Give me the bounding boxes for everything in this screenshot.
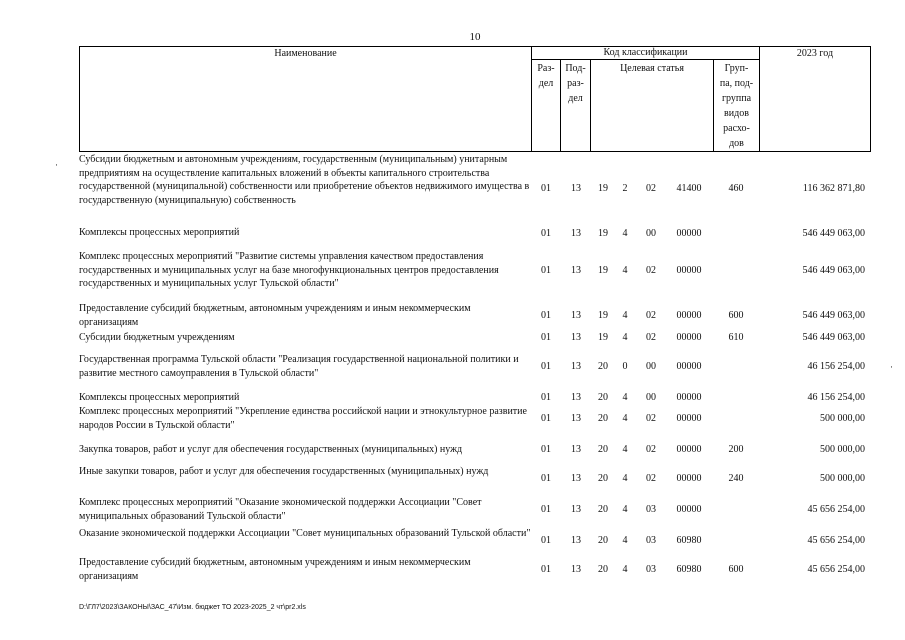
razdel-cell: 01	[541, 564, 551, 575]
target-complex-cell: 00	[646, 392, 656, 403]
header-target: Целевая статья	[620, 63, 684, 74]
razdel-cell: 01	[541, 444, 551, 455]
header-group-line: расхо-	[723, 123, 750, 134]
target-direction-cell: 00000	[676, 310, 702, 321]
expense-group-cell: 600	[728, 310, 744, 321]
razdel-cell: 01	[541, 413, 551, 424]
podrazdel-cell: 13	[571, 504, 581, 515]
row-name: Субсидии бюджетным учреждениям	[79, 332, 235, 343]
file-path-footer: D:\ГЛ7\2023\ЗАКОНЫ\ЗАС_47\Изм. бюджет ТО 2023-2025_2 чт\pr2.xls	[79, 604, 306, 611]
target-complex-cell: 00	[646, 228, 656, 239]
header-year-cell	[759, 46, 871, 152]
amount-cell: 546 449 063,00	[802, 310, 865, 321]
target-program-cell: 19	[598, 310, 608, 321]
razdel-cell: 01	[541, 265, 551, 276]
target-complex-cell: 02	[646, 332, 656, 343]
row-name: Предоставление субсидий бюджетным, автономным учреждениям и иным некоммерческим организациям	[79, 557, 471, 582]
target-program-cell: 19	[598, 228, 608, 239]
row-name: Предоставление субсидий бюджетным, автономным учреждениям и иным некоммерческим организациям	[79, 303, 471, 328]
target-type-cell: 2	[622, 183, 628, 194]
target-type-cell: 4	[622, 310, 628, 321]
amount-cell: 546 449 063,00	[802, 265, 865, 276]
target-type-cell: 4	[622, 473, 628, 484]
amount-cell: 116 362 871,80	[802, 183, 865, 194]
target-complex-cell: 03	[646, 535, 656, 546]
amount-cell: 45 656 254,00	[807, 564, 865, 575]
target-direction-cell: 00000	[676, 504, 702, 515]
row-name: Субсидии бюджетным и автономным учреждениям, государственным (муниципальным) унитарным предприятиям на осуществление капитальных вложений в объекты капитального строительства государственной (муниципальной) собственности или приобретение объектов недвижимого имущества в государственную (муниципальную) собственность	[79, 154, 530, 206]
row-name: Комплекс процессных мероприятий "Укрепление единства российской нации и этнокультурное развитие народов России в Тульской области"	[79, 406, 527, 431]
razdel-cell: 01	[541, 183, 551, 194]
target-program-cell: 20	[598, 504, 608, 515]
row-name: Оказание экономической поддержки Ассоциации "Совет муниципальных образований Тульской области"	[79, 528, 531, 539]
target-direction-cell: 00000	[676, 392, 702, 403]
target-complex-cell: 03	[646, 564, 656, 575]
header-podrazdel-line: Под-	[565, 63, 586, 74]
razdel-cell: 01	[541, 392, 551, 403]
row-name: Государственная программа Тульской области "Реализация государственной национальной политики и развитие местного самоуправления в Тульской области"	[79, 354, 519, 379]
podrazdel-cell: 13	[571, 183, 581, 194]
expense-group-cell: 610	[728, 332, 744, 343]
target-direction-cell: 00000	[676, 332, 702, 343]
target-program-cell: 20	[598, 535, 608, 546]
target-type-cell: 0	[622, 361, 628, 372]
target-program-cell: 20	[598, 473, 608, 484]
podrazdel-cell: 13	[571, 444, 581, 455]
header-group-line: па, под-	[719, 78, 754, 89]
razdel-cell: 01	[541, 504, 551, 515]
target-program-cell: 19	[598, 183, 608, 194]
amount-cell: 500 000,00	[820, 413, 865, 424]
amount-cell: 546 449 063,00	[802, 332, 865, 343]
target-type-cell: 4	[622, 228, 628, 239]
podrazdel-cell: 13	[571, 310, 581, 321]
target-direction-cell: 00000	[676, 228, 702, 239]
target-type-cell: 4	[622, 535, 628, 546]
podrazdel-cell: 13	[571, 535, 581, 546]
target-direction-cell: 00000	[676, 473, 702, 484]
target-complex-cell: 02	[646, 473, 656, 484]
target-program-cell: 20	[598, 361, 608, 372]
amount-cell: 500 000,00	[820, 473, 865, 484]
podrazdel-cell: 13	[571, 564, 581, 575]
page-number: 10	[469, 31, 481, 43]
target-type-cell: 4	[622, 444, 628, 455]
header-razdel-line: дел	[538, 78, 554, 89]
target-type-cell: 4	[622, 413, 628, 424]
expense-group-cell: 460	[728, 183, 744, 194]
target-direction-cell: 60980	[676, 564, 702, 575]
header-name: Наименование	[274, 48, 337, 59]
podrazdel-cell: 13	[571, 413, 581, 424]
scan-speck: ·	[890, 362, 893, 372]
header-group	[713, 61, 760, 151]
razdel-cell: 01	[541, 473, 551, 484]
amount-cell: 46 156 254,00	[807, 392, 865, 403]
podrazdel-cell: 13	[571, 265, 581, 276]
header-group-line: дов	[729, 138, 744, 149]
target-direction-cell: 00000	[676, 265, 702, 276]
target-complex-cell: 03	[646, 504, 656, 515]
target-direction-cell: 00000	[676, 444, 702, 455]
header-name-cell	[79, 46, 532, 152]
header-podrazdel-line: раз-	[567, 78, 584, 89]
target-type-cell: 4	[622, 564, 628, 575]
target-direction-cell: 60980	[676, 535, 702, 546]
target-type-cell: 4	[622, 332, 628, 343]
expense-group-cell: 240	[728, 473, 744, 484]
header-razdel	[531, 61, 561, 91]
razdel-cell: 01	[541, 535, 551, 546]
header-year: 2023 год	[796, 48, 834, 59]
target-type-cell: 4	[622, 504, 628, 515]
target-program-cell: 19	[598, 332, 608, 343]
podrazdel-cell: 13	[571, 332, 581, 343]
row-name: Комплекс процессных мероприятий "Оказание экономической поддержки Ассоциации "Совет муниципальных образований Тульской области"	[79, 497, 482, 522]
expense-group-cell: 600	[728, 564, 744, 575]
header-razdel-line: Раз-	[537, 63, 555, 74]
podrazdel-cell: 13	[571, 392, 581, 403]
target-program-cell: 20	[598, 413, 608, 424]
expense-group-cell: 200	[728, 444, 744, 455]
row-name: Комплекс процессных мероприятий "Развитие системы управления качеством предоставления государственных и муниципальных услуг на базе многофункциональных центров предоставления государственных и муниципальных услуг Тульской области"	[79, 251, 499, 289]
razdel-cell: 01	[541, 228, 551, 239]
amount-cell: 46 156 254,00	[807, 361, 865, 372]
target-type-cell: 4	[622, 392, 628, 403]
target-direction-cell: 41400	[676, 183, 702, 194]
row-name: Закупка товаров, работ и услуг для обеспечения государственных (муниципальных) нужд	[79, 444, 463, 455]
header-group-line: видов	[724, 108, 749, 119]
razdel-cell: 01	[541, 332, 551, 343]
podrazdel-cell: 13	[571, 473, 581, 484]
target-direction-cell: 00000	[676, 413, 702, 424]
target-complex-cell: 02	[646, 413, 656, 424]
razdel-cell: 01	[541, 310, 551, 321]
target-program-cell: 20	[598, 392, 608, 403]
razdel-cell: 01	[541, 361, 551, 372]
header-podrazdel	[560, 61, 591, 106]
podrazdel-cell: 13	[571, 228, 581, 239]
header-code: Код классификации	[603, 47, 688, 58]
target-complex-cell: 02	[646, 444, 656, 455]
target-complex-cell: 02	[646, 310, 656, 321]
row-name: Комплексы процессных мероприятий	[79, 227, 240, 238]
target-type-cell: 4	[622, 265, 628, 276]
podrazdel-cell: 13	[571, 361, 581, 372]
target-complex-cell: 02	[646, 183, 656, 194]
header-group-line: Груп-	[724, 63, 749, 74]
row-name: Комплексы процессных мероприятий	[79, 392, 240, 403]
target-program-cell: 19	[598, 265, 608, 276]
target-complex-cell: 02	[646, 265, 656, 276]
target-program-cell: 20	[598, 444, 608, 455]
header-group-line: группа	[721, 93, 752, 104]
row-name: Иные закупки товаров, работ и услуг для обеспечения государственных (муниципальных) нужд	[79, 466, 489, 477]
amount-cell: 546 449 063,00	[802, 228, 865, 239]
target-program-cell: 20	[598, 564, 608, 575]
amount-cell: 45 656 254,00	[807, 535, 865, 546]
target-complex-cell: 00	[646, 361, 656, 372]
amount-cell: 45 656 254,00	[807, 504, 865, 515]
target-direction-cell: 00000	[676, 361, 702, 372]
scan-speck: ·	[55, 160, 58, 170]
header-podrazdel-line: дел	[568, 93, 583, 104]
amount-cell: 500 000,00	[820, 444, 865, 455]
